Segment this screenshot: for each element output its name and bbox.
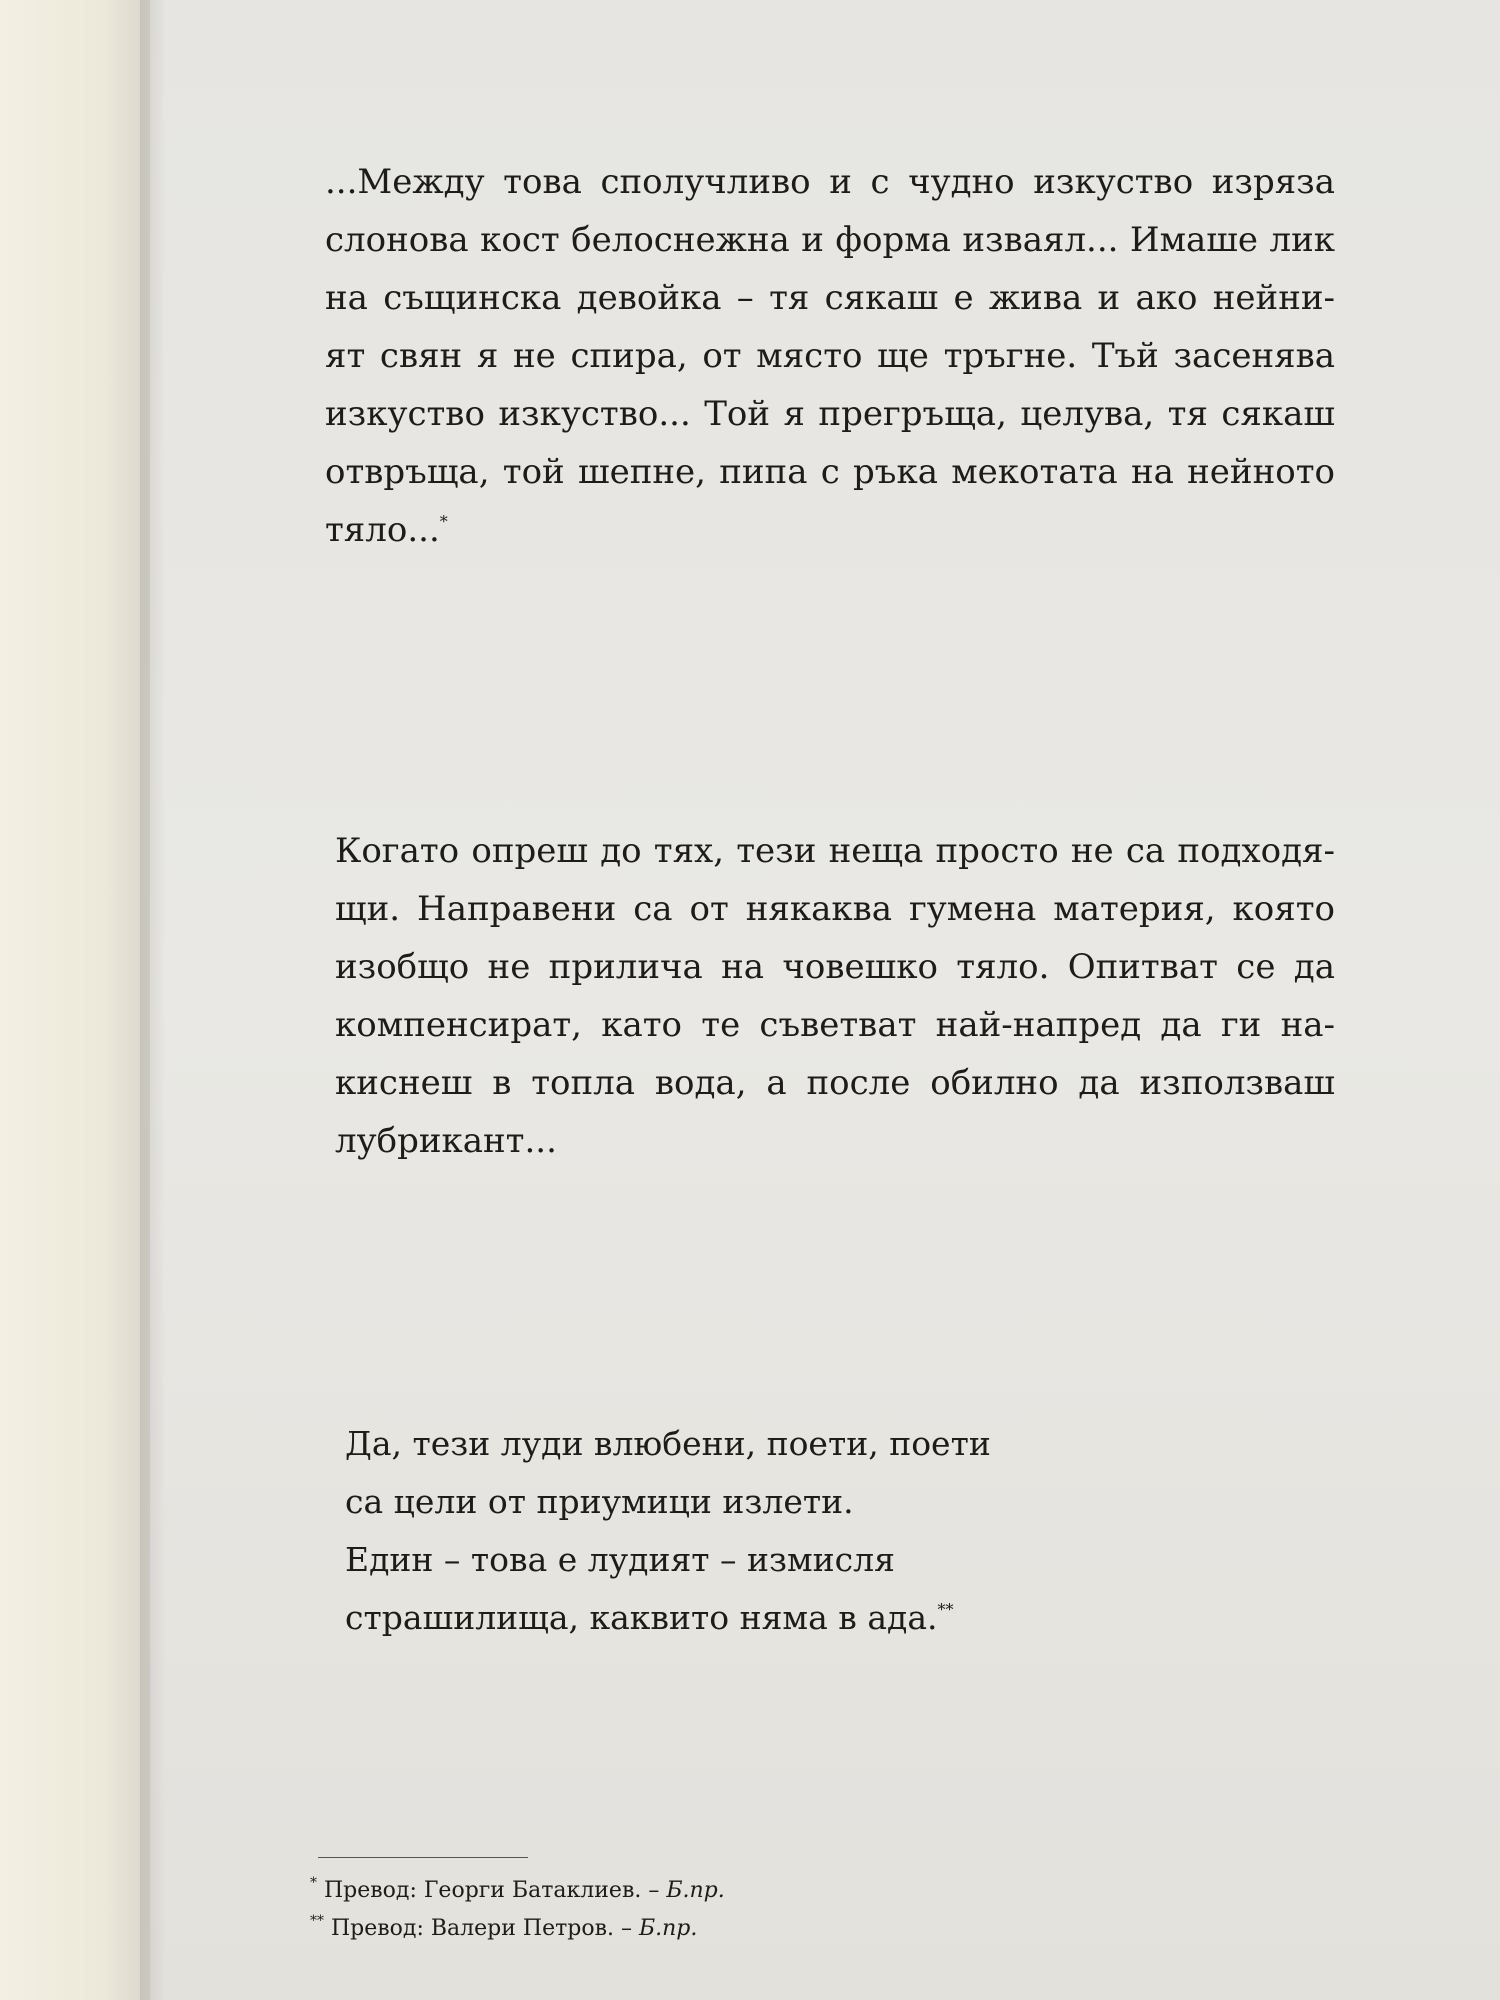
footnote-text: Превод: Георги Батаклиев. – — [324, 1878, 667, 1903]
quote-line: Когато опреш до тях, тези неща просто не са подходя- — [335, 831, 1335, 871]
footnote-text: Превод: Валери Петров. – — [331, 1916, 639, 1941]
quote-line: изобщо не прилича на човешко тяло. Опитват се да — [335, 947, 1335, 987]
poem-last-line — [345, 1589, 991, 1647]
quote-line: тяло... — [325, 510, 440, 550]
quote-line: киснеш в топла вода, а после обилно да използваш — [335, 1063, 1335, 1103]
shakespeare-poem — [345, 1415, 991, 1647]
footnote-1 — [310, 1876, 725, 1906]
footnote-2 — [310, 1914, 697, 1944]
footnote-abbr: Б.пр. — [638, 1916, 698, 1941]
footnote-mark: * — [439, 512, 448, 531]
footnote-mark: * — [310, 1875, 317, 1891]
poem-line: страшилища, каквито няма в ада. — [345, 1598, 938, 1637]
quote-line: ят свян я не спира, от място ще тръгне. Тъй засенява — [325, 336, 1335, 376]
quote-last-line — [325, 501, 1335, 559]
left-page-edge — [0, 0, 150, 2000]
quote-line: отвръща, той шепне, пипа с ръка мекотата на нейното — [325, 452, 1335, 492]
quote-line: лубрикант... — [335, 1121, 557, 1161]
footnote-mark: ** — [937, 1600, 954, 1619]
poem-line: са цели от приумици излети. — [345, 1482, 854, 1521]
poem-line: Един – това е лудият – измисля — [345, 1540, 895, 1579]
quote-line: компенсират, като те съветват най-напред да ги на- — [335, 1005, 1335, 1045]
quote-line: ...Между това сполучливо и с чудно изкуство изряза — [325, 162, 1335, 202]
poem-line: Да, тези луди влюбени, поети, поети — [345, 1424, 991, 1463]
frucci-quote — [335, 822, 1335, 1170]
ovid-quote — [325, 153, 1335, 559]
footnote-divider — [318, 1857, 528, 1858]
footnote-abbr: Б.пр. — [666, 1878, 725, 1903]
quote-line: щи. Направени са от някаква гумена материя, която — [335, 889, 1335, 929]
quote-line: слонова кост белоснежна и форма изваял... Имаше лик — [325, 220, 1335, 260]
footnote-mark: ** — [310, 1913, 324, 1929]
book-gutter — [140, 0, 166, 2000]
quote-line: изкуство изкуство... Той я прегръща, целува, тя сякаш — [325, 394, 1335, 434]
quote-line: на същинска девойка – тя сякаш е жива и ако нейни- — [325, 278, 1335, 318]
